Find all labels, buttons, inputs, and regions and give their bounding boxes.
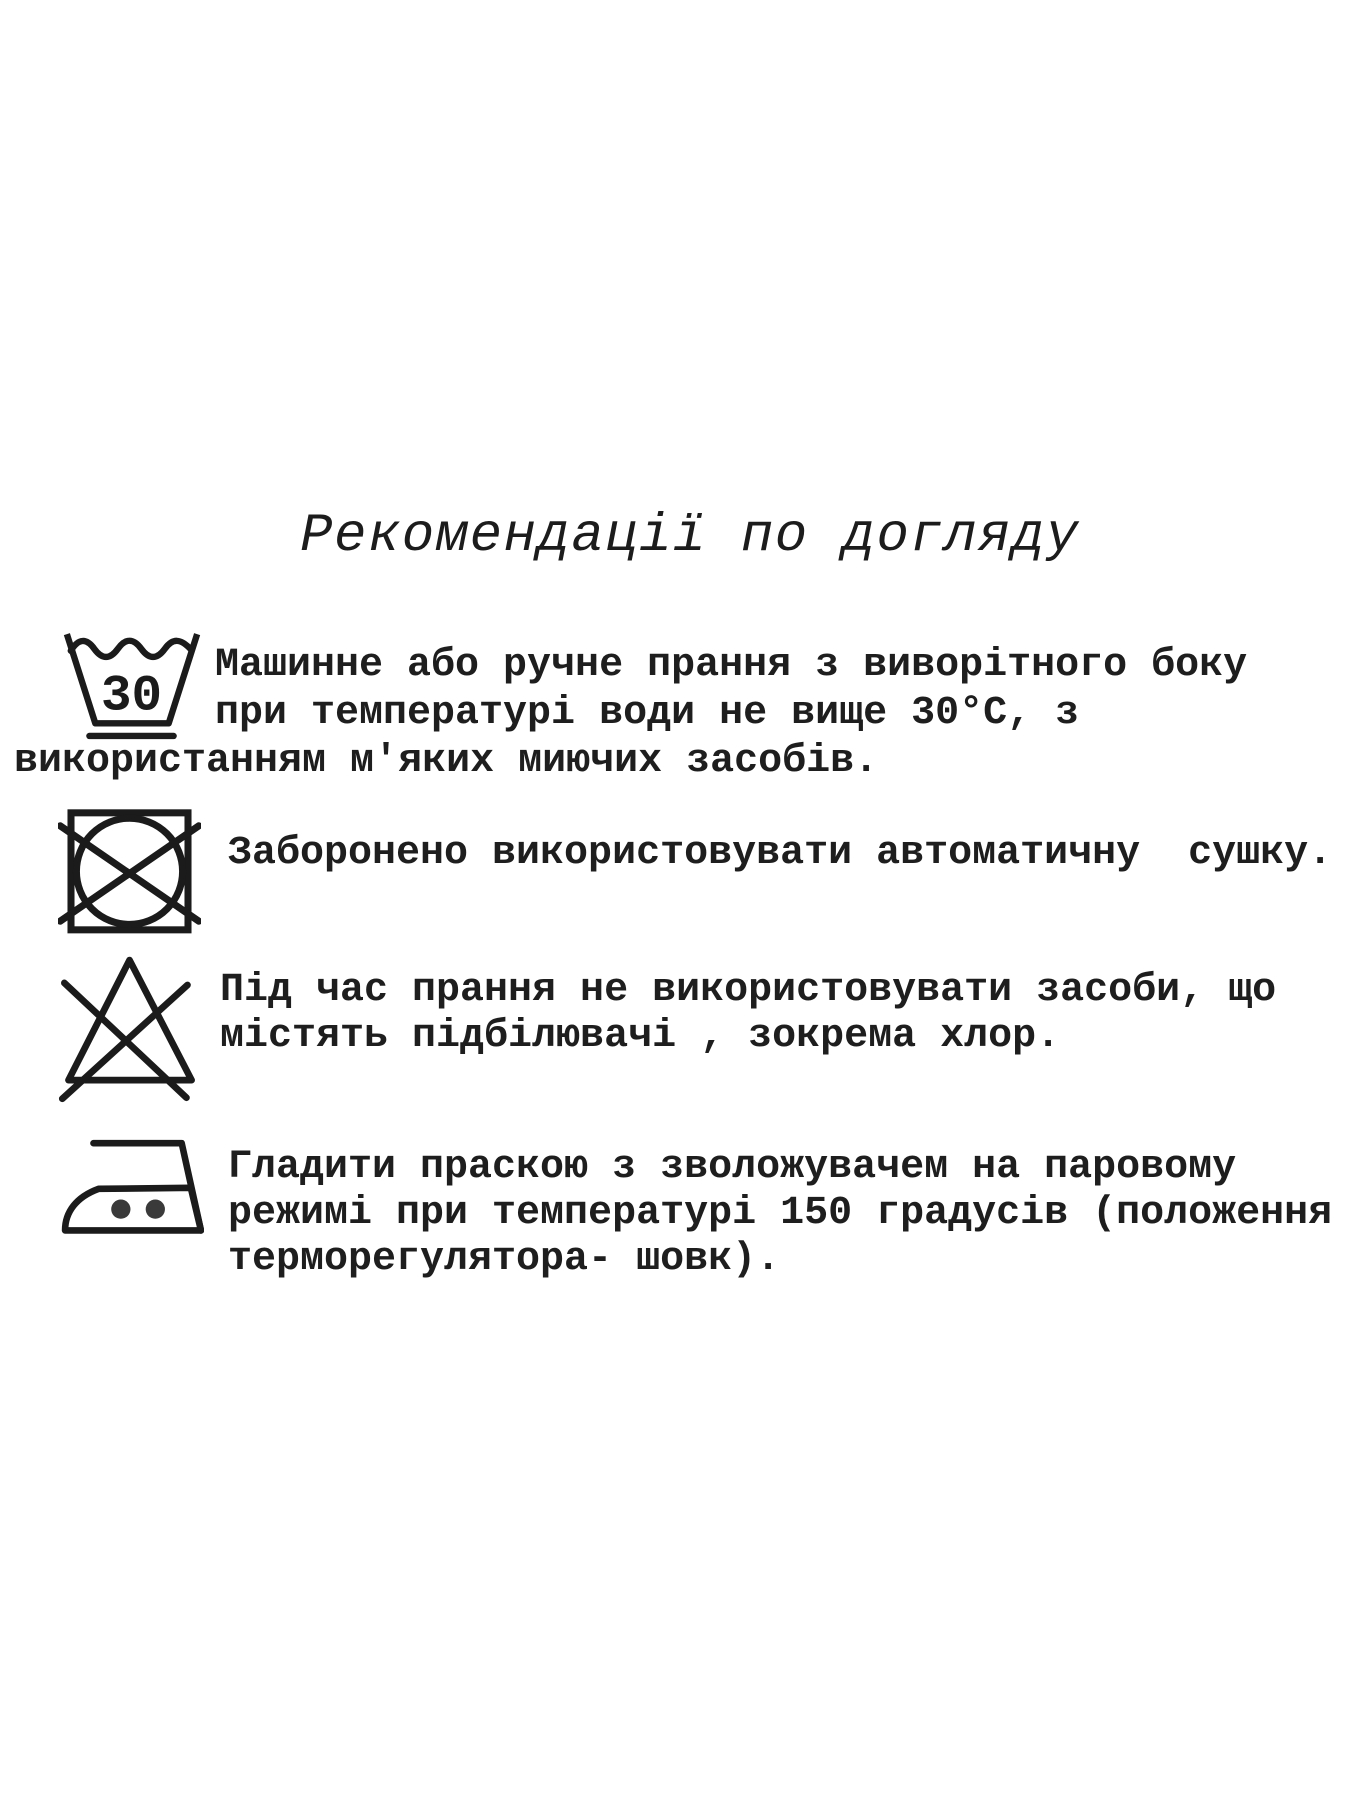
wash-text-line-2: при температурі води не вище 30°С, з — [215, 691, 1080, 736]
no-bleach-text-line-2: містять підбілювачі , зокрема хлор. — [220, 1014, 1061, 1059]
no-bleach-text-line-1: Під час прання не використовувати засоби, що — [220, 968, 1277, 1013]
iron-text-line-1: Гладити праскою з зволожувачем на паровому — [228, 1145, 1237, 1190]
iron-dot-2 — [146, 1199, 165, 1218]
iron-dot-1 — [111, 1199, 130, 1218]
no-tumble-dry-icon — [58, 804, 201, 943]
wash-text-line-3: використанням м'яких миючих засобів. — [14, 739, 879, 784]
wash-temperature-label: 30 — [100, 668, 163, 726]
no-dry-text-line-1: Заборонено використовувати автоматичну сушку. — [228, 831, 1333, 876]
wash-text-line-1: Машинне або ручне прання з виворітного боку — [215, 643, 1248, 688]
page-title: Рекомендації по догляду — [300, 506, 1080, 567]
no-bleach-icon — [56, 956, 201, 1106]
wash-30-icon — [61, 630, 203, 746]
iron-two-dots-icon — [60, 1136, 204, 1264]
iron-text-line-3: терморегулятора- шовк). — [228, 1237, 781, 1282]
iron-text-line-2: режимі при температурі 150 градусів (положення — [228, 1191, 1333, 1236]
